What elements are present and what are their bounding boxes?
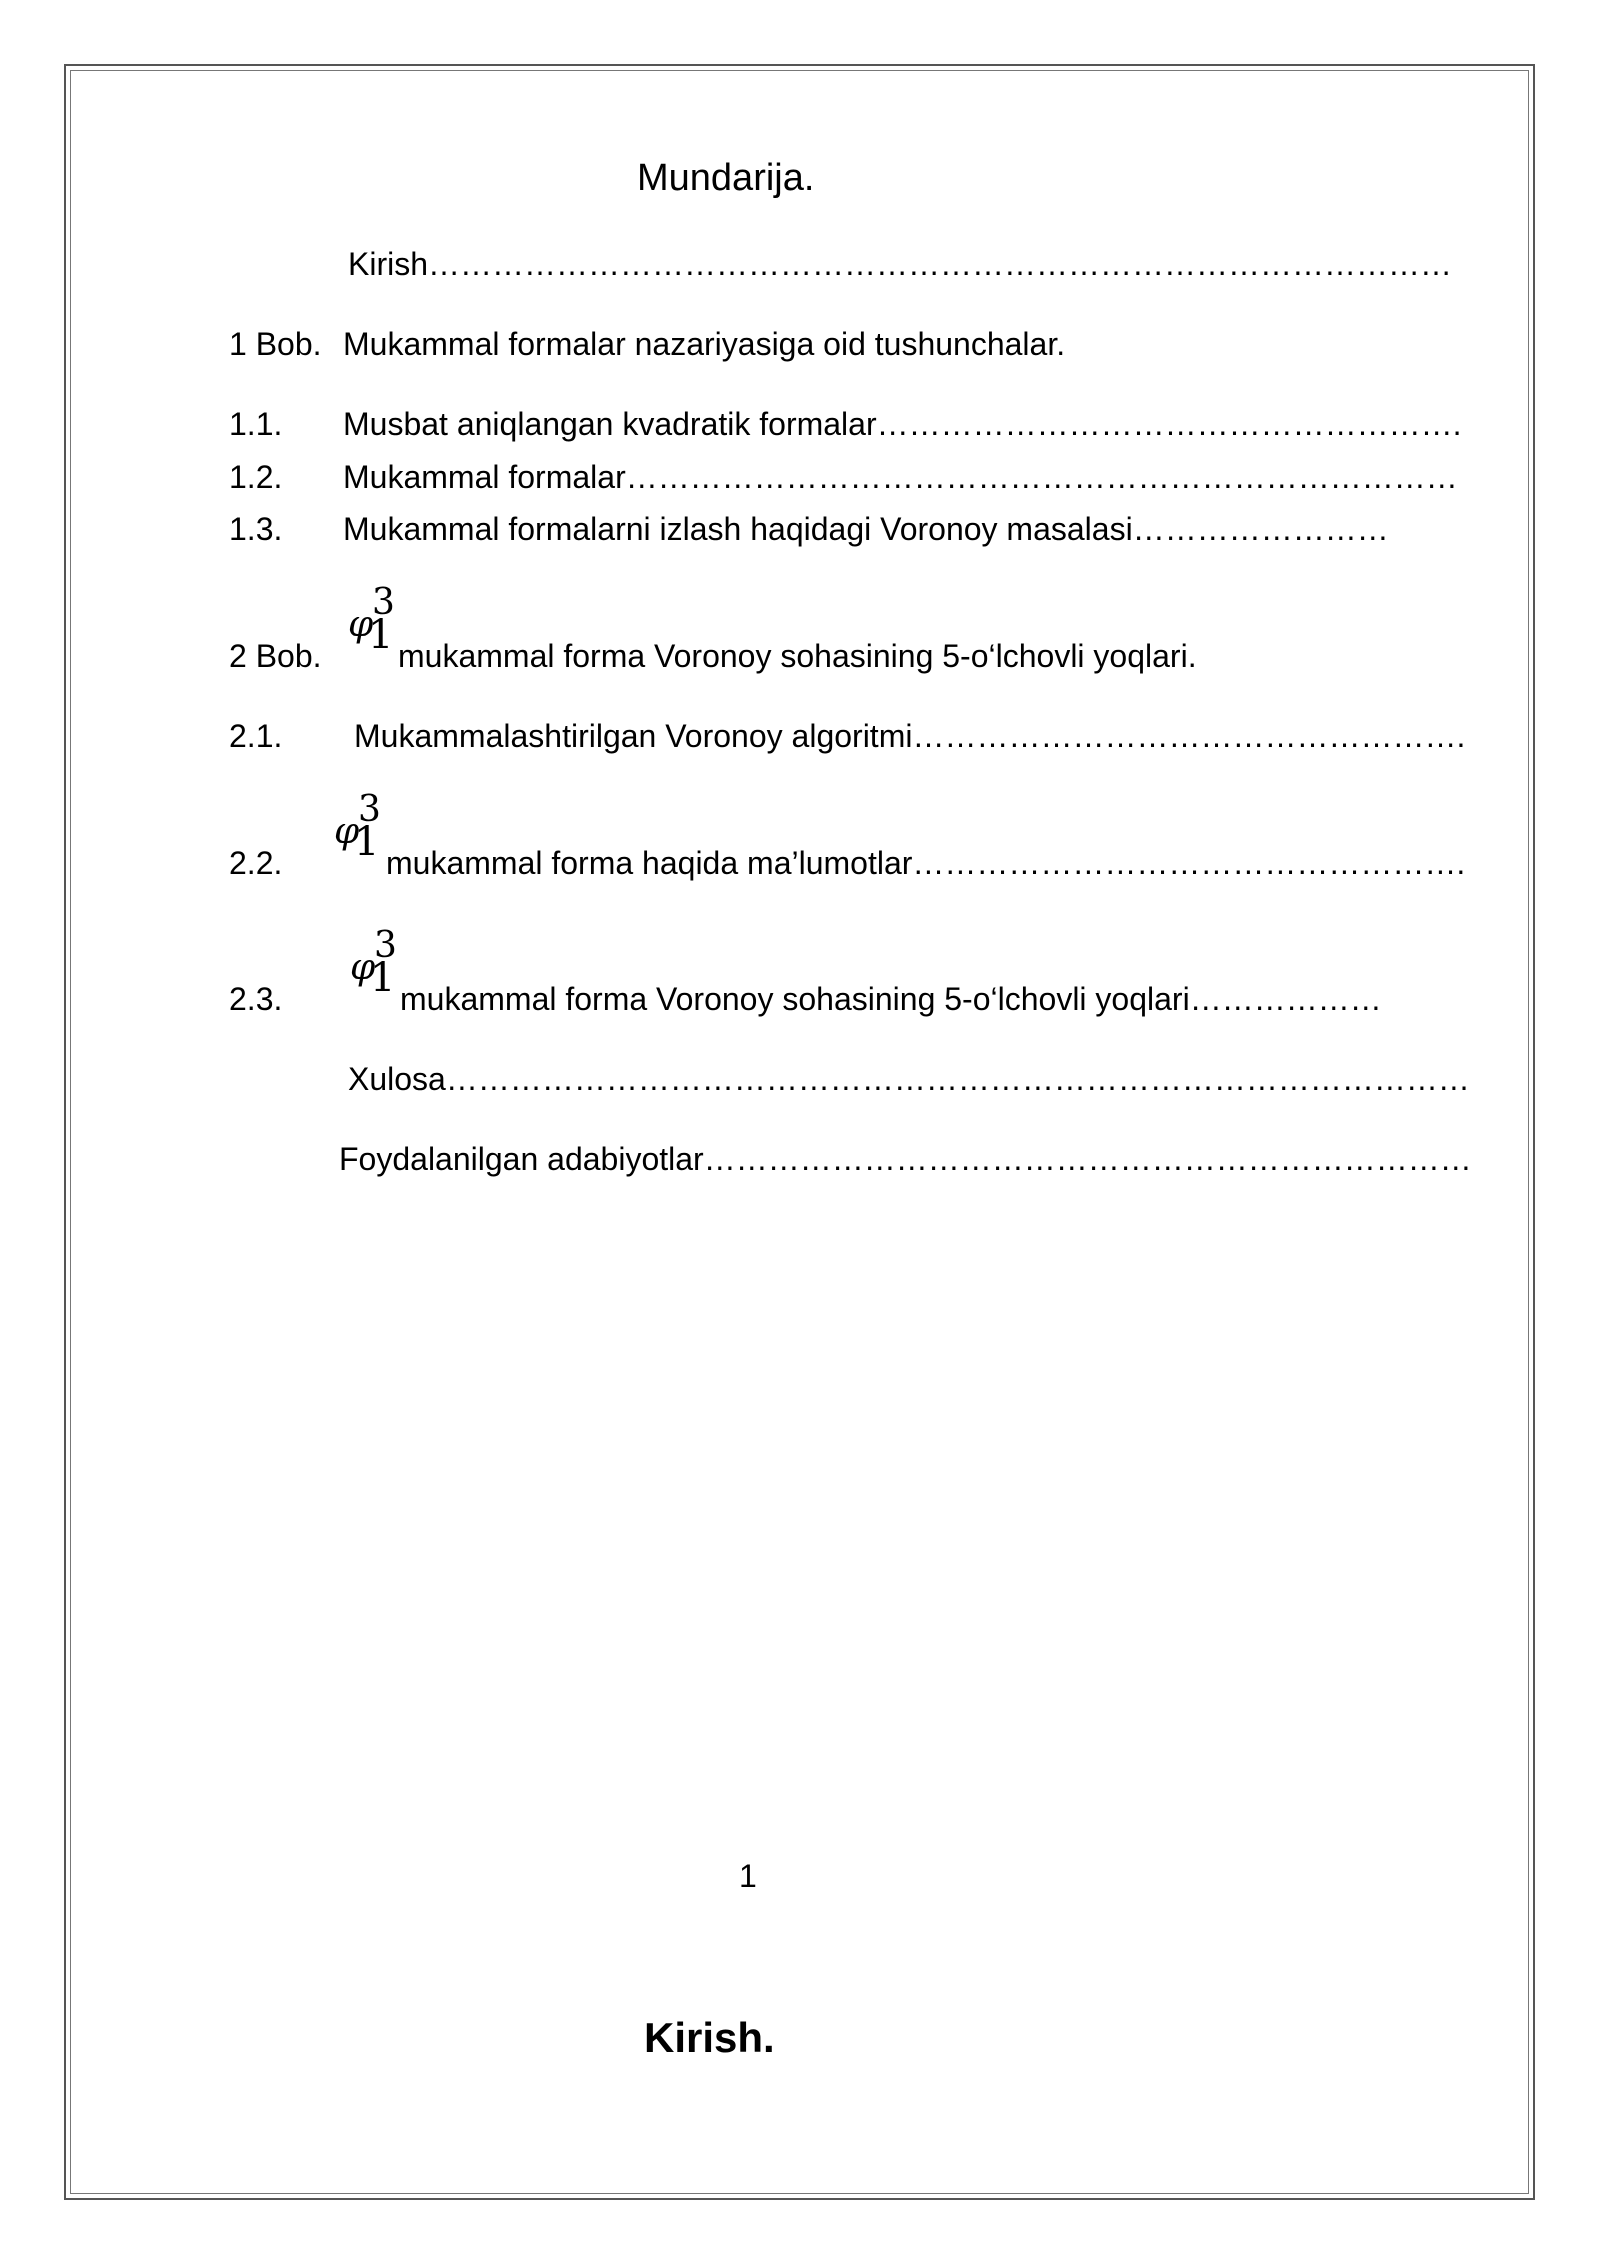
- phi-subscript: 1: [354, 819, 380, 865]
- toc-2-1-number: 2.1.: [229, 718, 283, 754]
- toc-bob1-title[interactable]: Mukammal formalar nazariyasiga oid tushunchalar.: [343, 326, 1066, 362]
- phi-subscript: 1: [370, 955, 396, 1001]
- toc-entry-kirish[interactable]: Kirish……………………………………………………………………………………: [348, 246, 1453, 282]
- toc-entry-foydalanilgan-adabiyotlar[interactable]: Foydalanilgan adabiyotlar………………………………………………………………: [339, 1141, 1472, 1177]
- page-border-inner: [70, 70, 1529, 2194]
- phi-superscript: 3: [372, 582, 395, 623]
- toc-1-2-title[interactable]: Mukammal formalar……………………………………………………………………: [343, 459, 1458, 495]
- toc-1-2-number: 1.2.: [229, 459, 283, 495]
- toc-bob2-number: 2 Bob.: [229, 638, 322, 674]
- phi-subscript: 1: [368, 612, 394, 658]
- toc-2-3-number: 2.3.: [229, 981, 283, 1017]
- toc-2-2-title[interactable]: mukammal forma haqida ma’lumotlar…………………………………………….: [386, 845, 1466, 881]
- toc-bob1-number: 1 Bob.: [229, 326, 322, 362]
- toc-1-1-number: 1.1.: [229, 406, 283, 442]
- phi-symbol: φ: [350, 947, 376, 988]
- toc-bob2-title[interactable]: mukammal forma Voronoy sohasining 5-o‘lchovli yoqlari.: [398, 638, 1197, 674]
- phi-superscript: 3: [374, 925, 397, 966]
- toc-1-3-number: 1.3.: [229, 511, 283, 547]
- toc-1-3-title[interactable]: Mukammal formalarni izlash haqidagi Voronoy masalasi……………………: [343, 511, 1389, 547]
- page-number: 1: [739, 1858, 757, 1894]
- toc-title: Mundarija.: [637, 157, 815, 199]
- toc-2-3-title[interactable]: mukammal forma Voronoy sohasining 5-o‘lchovli yoqlari………………: [400, 981, 1382, 1017]
- phi-symbol: φ: [334, 811, 360, 852]
- phi-superscript: 3: [358, 789, 381, 830]
- toc-1-1-title[interactable]: Musbat aniqlangan kvadratik formalar……………………………………………….: [343, 406, 1462, 442]
- toc-entry-xulosa[interactable]: Xulosa……………………………………………………………………………………: [348, 1061, 1470, 1097]
- section-heading-kirish: Kirish.: [644, 2014, 775, 2061]
- toc-2-2-number: 2.2.: [229, 845, 283, 881]
- phi-symbol: φ: [348, 604, 374, 645]
- toc-2-1-title[interactable]: Mukammalashtirilgan Voronoy algoritmi…………………………………………….: [354, 718, 1466, 754]
